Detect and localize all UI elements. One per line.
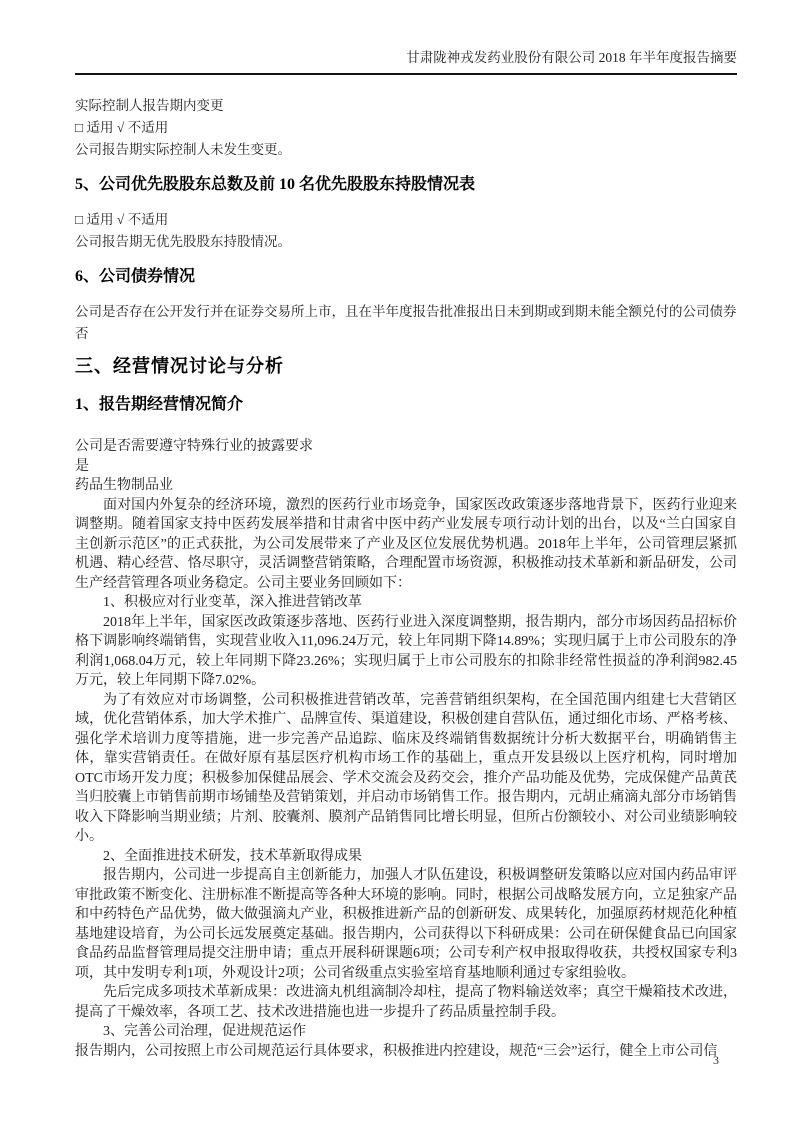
- para-bond-answer: 否: [75, 326, 89, 341]
- para-governance-title: 3、完善公司治理，促进规范运作: [103, 1024, 306, 1039]
- page-body: [75, 75, 737, 1061]
- heading-preferred-shareholders: 5、公司优先股股东总数及前 10 名优先股股东持股情况表: [75, 176, 476, 193]
- report-header-title: 甘肃陇神戎发药业股份有限公司 2018 年半年度报告摘要: [406, 50, 737, 65]
- para-bond-question: 公司是否存在公开发行并在证券交易所上市，且在半年度报告批准报出日未到期或到期未能全额兑付的公司债券: [75, 304, 737, 319]
- para-no-preferred-shares: 公司报告期无优先股股东持股情况。: [75, 234, 291, 249]
- para-governance-detail: 报告期内，公司按照上市公司规范运行具体要求，积极推进内控建设，规范“三会”运行，健全上市公司信: [75, 1043, 718, 1059]
- para-special-industry-answer: 是: [75, 458, 89, 474]
- para-tech-rd-title: 2、全面推进技术研发，技术革新取得成果: [103, 848, 362, 864]
- page-footer: [713, 1053, 719, 1068]
- page-number: 3: [713, 1053, 719, 1067]
- para-tech-rd-detail: 报告期内，公司进一步提高自主创新能力，加强人才队伍建设，积极调整研发策略以应对国内药品审评审批政策不断变化、注册标准不断提高等各种大环境的影响。同时，根据公司战略发展方向，立足独家产品和中药特色产品优势，做大做强滴丸产业，积极推进新产品的创新研发、成果转化，加强原药材规范化种植基地建设培育，为公司长远发展奠定基础。报告期内，公司获得以下科研成果：公司在研保健食品已向国家食品药品监督管理局提交注册申请；重点开展科研课题6项；公司专利产权申报取得收获，共授权国家专利3项，其中发明专利1项，外观设计2项；公司省级重点实验室培育基地顺利通过专家组验收。: [75, 868, 737, 981]
- para-business-overview: 面对国内外复杂的经济环境，激烈的医药行业市场竞争，国家医改政策逐步落地背景下，医药行业迎来调整期。随着国家支持中医药发展举措和甘肃省中医中药产业发展专项行动计划的出台，以及“兰白国家自主创新示范区”的正式获批，为公司发展带来了产业及区位发展优势机遇。2018年上半年，公司管理层紧抓机遇、精心经营、恪尽职守，灵活调整营销策略，合理配置市场资源，积极推动技术革新和新品研发，公司生产经营管理各项业务稳定。公司主要业务回顾如下：: [75, 497, 737, 591]
- para-controller-change-label: 实际控制人报告期内变更: [75, 98, 224, 113]
- heading-operations-discussion: 三、经营情况讨论与分析: [75, 356, 284, 376]
- applicability-line-preferred: □ 适用 √ 不适用: [75, 212, 169, 227]
- para-industry-category: 药品生物制品业: [75, 478, 173, 493]
- applicability-line-controller: □ 适用 √ 不适用: [75, 120, 169, 135]
- para-marketing-reform-title: 1、积极应对行业变革，深入推进营销改革: [103, 595, 362, 610]
- para-tech-achievements: 先后完成多项技术革新成果：改进滴丸机组滴制冷却柱，提高了物料输送效率；真空干燥箱技术改进，提高了干燥效率，各项工艺、技术改进措施也进一步提升了药品质量控制手段。: [75, 985, 737, 1020]
- para-special-industry-question: 公司是否需要遵守特殊行业的披露要求: [75, 439, 313, 454]
- para-financial-results: 2018年上半年，国家医改政策逐步落地、医药行业进入深度调整期，报告期内，部分市场因药品招标价格下调影响终端销售，实现营业收入11,096.24万元，较上年同期下降14.89%；实现归属于上市公司股东的净利润1,068.04万元，较上年同期下降23.26%；实现归属于上市公司股东的扣除非经常性损益的净利润982.45万元，较上年同期下降7.02%。: [75, 614, 737, 688]
- para-controller-no-change: 公司报告期实际控制人未发生变更。: [75, 142, 291, 157]
- para-marketing-reform-detail: 为了有效应对市场调整，公司积极推进营销改革，完善营销组织架构，在全国范围内组建七大营销区域，优化营销体系，加大学术推广、品牌宣传、渠道建设，积极创建自营队伍，通过细化市场、严格考核、强化学术培训力度等措施，进一步完善产品追踪、临床及终端销售数据统计分析大数据平台，明确销售主体，靠实营销责任。在做好原有基层医疗机构市场工作的基础上，重点开发县级以上医疗机构，同时增加OTC市场开发力度；积极参加保健品展会、学术交流会及药交会，推介产品功能及优势，完成保健产品黄芪当归胶囊上市销售前期市场铺垫及营销策划，并启动市场销售工作。报告期内，元胡止痛滴丸部分市场销售收入下降影响当期业绩；片剂、胶囊剂、膜剂产品销售同比增长明显，但所占份额较小、对公司业绩影响较小。: [75, 692, 737, 844]
- heading-corporate-bonds: 6、公司债券情况: [75, 268, 196, 285]
- heading-report-period-overview: 1、报告期经营情况简介: [75, 396, 244, 413]
- page-header: [75, 48, 737, 75]
